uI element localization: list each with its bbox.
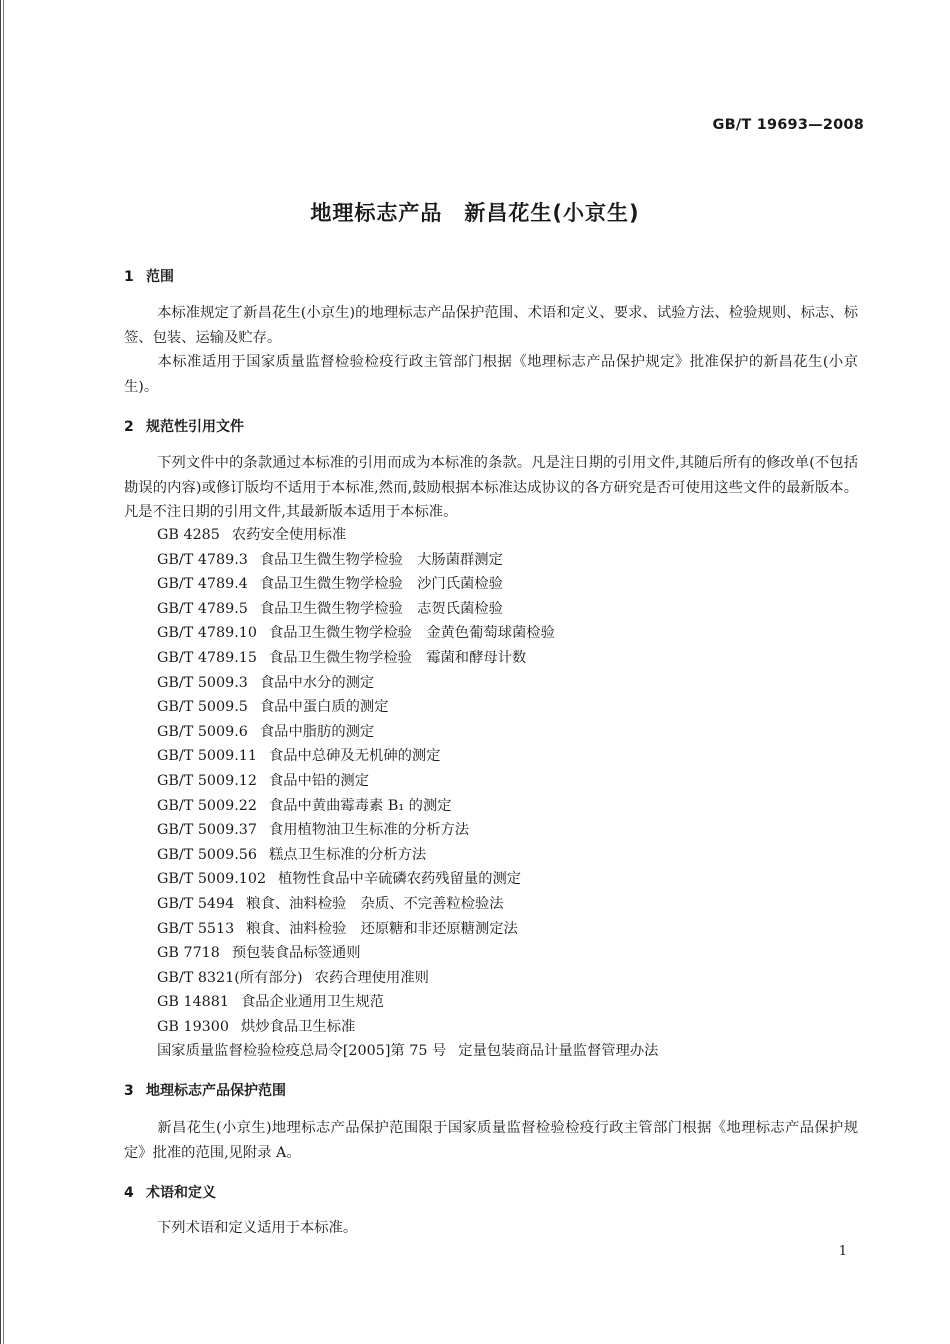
reference-code: GB 7718 — [157, 945, 220, 962]
reference-item — [157, 572, 658, 597]
reference-title: 食品中脂肪的测定 — [259, 723, 375, 740]
reference-title: 烘炒食品卫生标准 — [240, 1018, 356, 1035]
reference-code: GB/T 5009.102 — [157, 871, 267, 888]
page-number: 1 — [838, 1244, 847, 1259]
reference-item — [157, 720, 658, 745]
reference-title: 食品卫生微生物学检验 大肠菌群测定 — [259, 551, 503, 568]
reference-item — [157, 1039, 658, 1064]
reference-item — [157, 744, 658, 769]
reference-item — [157, 621, 658, 646]
section-1-paragraph-2: 本标准适用于国家质量监督检验检疫行政主管部门根据《地理标志产品保护规定》批准保护的新昌花生(小京生)。 — [124, 354, 858, 395]
reference-title: 食品卫生微生物学检验 志贺氏菌检验 — [259, 600, 503, 617]
normative-references-list — [157, 523, 658, 1064]
reference-code: GB/T 5009.6 — [157, 723, 248, 740]
reference-code: GB/T 8321(所有部分) — [157, 969, 303, 986]
reference-code: GB/T 5009.22 — [157, 797, 257, 814]
section-number: 4 — [124, 1185, 134, 1201]
reference-code: GB/T 5009.3 — [157, 674, 248, 691]
section-3-paragraph-1: 新昌花生(小京生)地理标志产品保护范围限于国家质量监督检验检疫行政主管部门根据《地理标志产品保护规定》批准的范围,见附录 A。 — [124, 1120, 858, 1161]
reference-code: GB/T 5009.37 — [157, 822, 257, 839]
standard-code: GB/T 19693—2008 — [712, 117, 864, 133]
reference-title: 预包装食品标签通则 — [231, 945, 361, 962]
reference-title: 食品企业通用卫生规范 — [240, 994, 384, 1011]
reference-code: GB/T 5009.5 — [157, 699, 248, 716]
reference-item — [157, 917, 658, 942]
section-1-heading — [124, 266, 174, 286]
reference-item — [157, 990, 658, 1015]
reference-item — [157, 1015, 658, 1040]
section-title: 术语和定义 — [146, 1185, 216, 1201]
reference-title: 食品中铅的测定 — [268, 772, 370, 789]
reference-code: GB/T 4789.3 — [157, 551, 248, 568]
section-3-heading — [124, 1080, 286, 1100]
reference-code: GB/T 4789.5 — [157, 600, 248, 617]
section-4-paragraph-1: 下列术语和定义适用于本标准。 — [157, 1220, 358, 1236]
reference-item — [157, 966, 658, 991]
reference-item — [157, 818, 658, 843]
section-title: 规范性引用文件 — [146, 419, 244, 435]
section-number: 2 — [124, 419, 134, 435]
reference-item — [157, 794, 658, 819]
reference-code: GB/T 4789.10 — [157, 625, 257, 642]
section-title: 地理标志产品保护范围 — [146, 1083, 286, 1099]
reference-item — [157, 892, 658, 917]
document-title: 地理标志产品 新昌花生(小京生) — [310, 201, 640, 225]
section-number: 3 — [124, 1083, 134, 1099]
reference-code: GB 4285 — [157, 527, 220, 543]
reference-code: GB/T 4789.4 — [157, 576, 248, 593]
section-2-heading — [124, 416, 244, 436]
reference-item — [157, 597, 658, 622]
reference-item — [157, 695, 658, 720]
section-4-heading — [124, 1182, 216, 1202]
section-number: 1 — [124, 269, 134, 285]
reference-title: 食品中水分的测定 — [259, 674, 375, 691]
reference-code: 国家质量监督检验检疫总局令[2005]第 75 号 — [157, 1043, 447, 1060]
reference-code: GB/T 5009.12 — [157, 772, 257, 789]
reference-item — [157, 548, 658, 573]
reference-code: GB/T 5009.11 — [157, 748, 257, 765]
section-2-paragraph-1: 下列文件中的条款通过本标准的引用而成为本标准的条款。凡是注日期的引用文件,其随后所有的修改单(不包括勘误的内容)或修订版均不适用于本标准,然而,鼓励根据本标准达成协议的各方研究是否可使用这些文件的最新版本。凡是不注日期的引用文件,其最新版本适用于本标准。 — [124, 455, 858, 520]
reference-code: GB/T 5494 — [157, 895, 235, 912]
reference-item — [157, 523, 658, 548]
reference-title: 食品中蛋白质的测定 — [259, 699, 389, 716]
reference-title: 食品卫生微生物学检验 沙门氏菌检验 — [259, 576, 503, 593]
reference-item — [157, 843, 658, 868]
reference-title: 食品卫生微生物学检验 霉菌和酵母计数 — [268, 649, 527, 666]
reference-item — [157, 867, 658, 892]
reference-title: 农药安全使用标准 — [231, 527, 347, 543]
reference-title: 定量包装商品计量监督管理办法 — [458, 1043, 659, 1060]
reference-title: 食品中黄曲霉毒素 B₁ 的测定 — [268, 797, 452, 814]
reference-title: 农药合理使用准则 — [314, 969, 429, 986]
reference-code: GB 14881 — [157, 994, 229, 1011]
section-1-paragraph-1: 本标准规定了新昌花生(小京生)的地理标志产品保护范围、术语和定义、要求、试验方法、检验规则、标志、标签、包装、运输及贮存。 — [124, 305, 858, 346]
reference-item — [157, 646, 658, 671]
reference-title: 粮食、油料检验 还原糖和非还原糖测定法 — [246, 920, 518, 937]
reference-item — [157, 671, 658, 696]
section-title: 范围 — [146, 269, 174, 285]
reference-code: GB/T 5009.56 — [157, 846, 257, 863]
reference-code: GB/T 5513 — [157, 920, 235, 937]
reference-item — [157, 769, 658, 794]
reference-code: GB 19300 — [157, 1018, 229, 1035]
reference-title: 食品中总砷及无机砷的测定 — [268, 748, 441, 765]
reference-item — [157, 941, 658, 966]
reference-code: GB/T 4789.15 — [157, 649, 257, 666]
reference-title: 食用植物油卫生标准的分析方法 — [268, 822, 470, 839]
reference-title: 糕点卫生标准的分析方法 — [268, 846, 427, 863]
reference-title: 食品卫生微生物学检验 金黄色葡萄球菌检验 — [268, 625, 555, 642]
reference-title: 植物性食品中辛硫磷农药残留量的测定 — [278, 871, 522, 888]
reference-title: 粮食、油料检验 杂质、不完善粒检验法 — [246, 895, 504, 912]
